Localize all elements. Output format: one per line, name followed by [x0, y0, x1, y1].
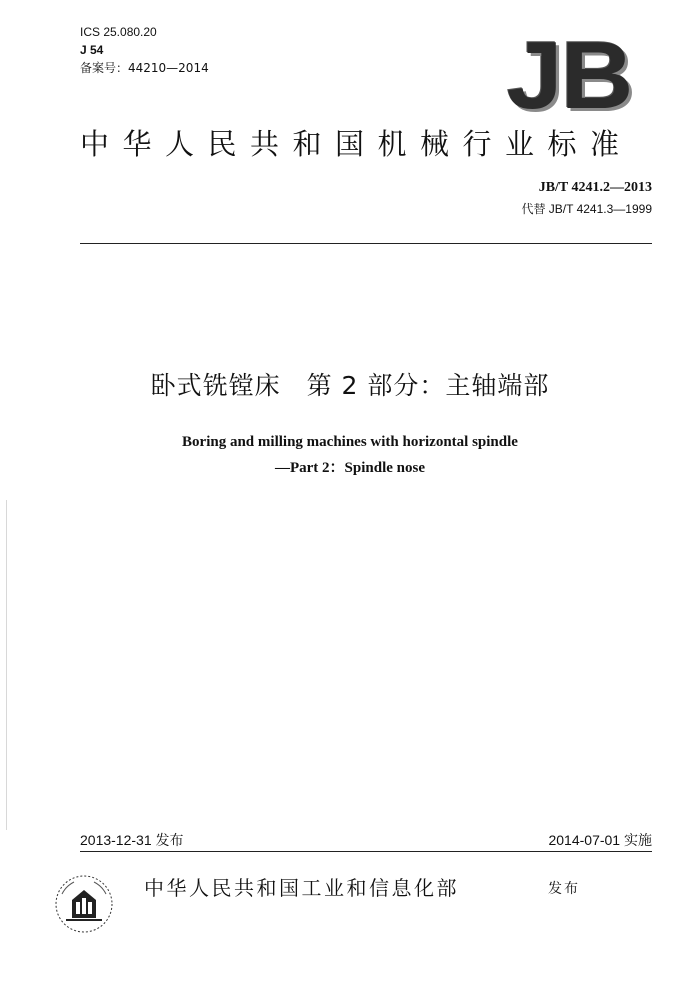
- scan-edge-line: [6, 500, 7, 830]
- top-divider: [80, 243, 652, 244]
- replaces-code: 代替 JB/T 4241.3—1999: [521, 202, 652, 216]
- implement-date: 2014-07-01 实施: [548, 832, 652, 848]
- issue-word: 发布: [548, 881, 580, 897]
- ministry-emblem-icon: [52, 872, 116, 936]
- class-code: J 54: [80, 43, 104, 57]
- jb-logo: JB: [506, 22, 632, 129]
- publish-date: 2013-12-31 发布: [80, 832, 184, 848]
- document-title-en-line1: Boring and milling machines with horizontal spindle: [182, 434, 518, 450]
- document-title-zh: 卧式铣镗床 第 2 部分：主轴端部: [150, 371, 550, 400]
- record-number: 备案号：44210—2014: [80, 61, 209, 75]
- bottom-divider: [80, 851, 652, 852]
- standard-title: 中华人民共和国机械行业标准: [80, 127, 633, 161]
- issuer-name: 中华人民共和国工业和信息化部: [144, 876, 459, 900]
- document-title-en-line2: —Part 2：Spindle nose: [274, 460, 425, 476]
- ics-code: ICS 25.080.20: [80, 25, 157, 39]
- standard-code: JB/T 4241.2—2013: [538, 180, 652, 195]
